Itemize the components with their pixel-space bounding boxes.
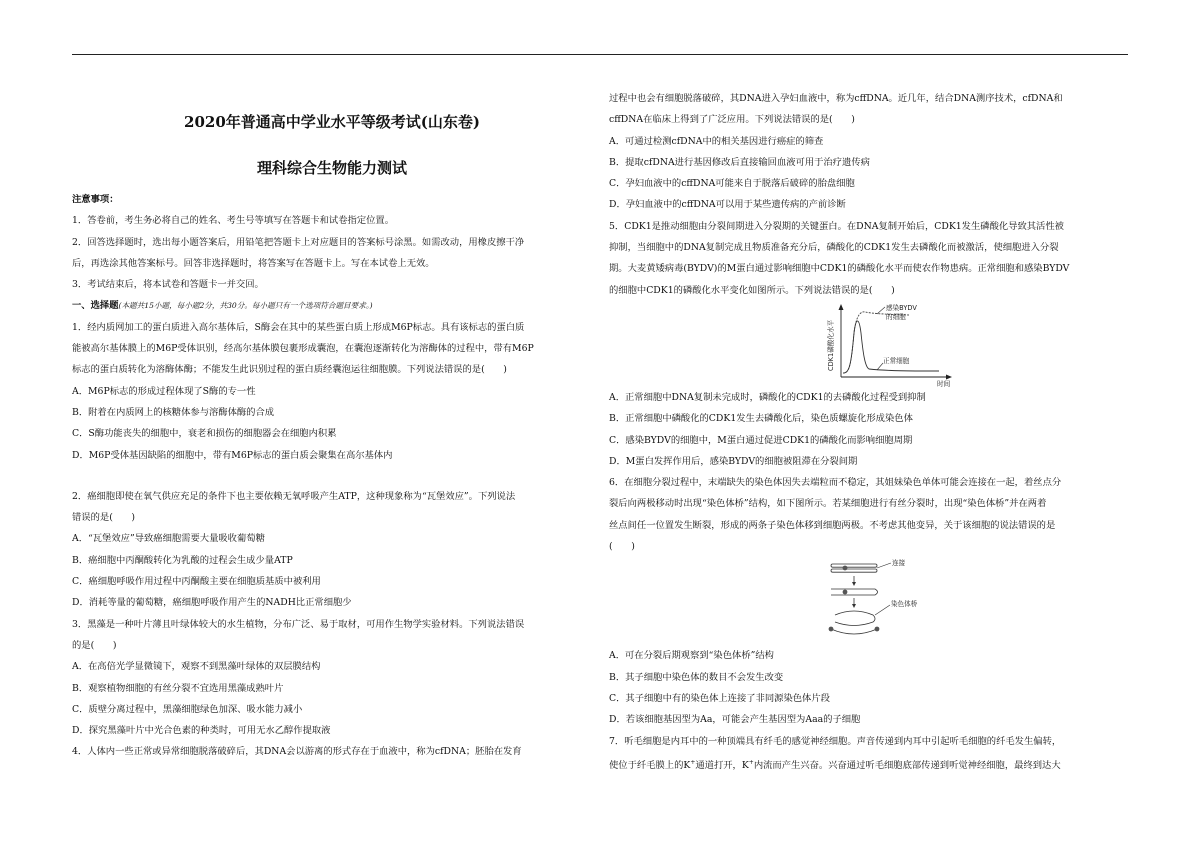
notice-item: 1．答卷前，考生务必将自己的姓名、考生号等填写在答题卡和试卷指定位置。	[72, 215, 395, 227]
q5-option-b: B．正常细胞中磷酸化的CDK1发生去磷酸化后，染色质螺旋化形成染色体	[609, 413, 913, 425]
q7-text: 内流而产生兴奋。兴奋通过听毛细胞底部传递到听觉神经细胞，最终到达大	[753, 759, 1061, 771]
section-heading: 一、选择题	[72, 300, 119, 312]
y-axis-label: CDK1磷酸化水平	[827, 319, 835, 371]
infected-label-leader	[877, 307, 885, 314]
section-note: (本题共15小题，每小题2分，共30分。每小题只有一个选项符合题目要求。)	[118, 301, 373, 311]
q4-stem: 4．人体内一些正常或异常细胞脱落破碎后，其DNA会以游离的形式存在于血液中，称为cfDNA；胚胎在发育	[72, 746, 522, 758]
y-axis	[839, 304, 844, 377]
cdk1-graph	[609, 303, 1129, 388]
q5-option-a: A．正常细胞中DNA复制未完成时，磷酸化的CDK1的去磷酸化过程受到抑制	[609, 391, 926, 403]
chromosome-bridge	[835, 605, 890, 626]
q1-stem: 标志的蛋白质转化为溶酶体酶；不能发生此识别过程的蛋白质经囊泡运往细胞膜。下列说法错误的是( )	[72, 364, 507, 376]
q6-option-d: D．若该细胞基因型为Aa，可能会产生基因型为Aaa的子细胞	[609, 714, 861, 726]
q3-option-a: A．在高倍光学显微镜下，观察不到黑藻叶绿体的双层膜结构	[72, 661, 321, 673]
q6-stem: ( )	[609, 541, 635, 553]
exam-title: 2020年普通高中学业水平等级考试(山东卷)	[184, 113, 480, 131]
q3-option-c: C．质壁分离过程中，黑藻细胞绿色加深、吸水能力减小	[72, 703, 303, 715]
q6-stem: 丝点间任一位置发生断裂，形成的两条子染色体移到细胞两极。不考虑其他变异，关于该细胞的说法错误的是	[609, 519, 1056, 531]
joined-chromatids	[831, 589, 878, 595]
q4-stem: 过程中也会有细胞脱落破碎，其DNA进入孕妇血液中，称为cffDNA。近几年，结合DNA测序技术，cfDNA和	[609, 93, 1063, 104]
q5-stem: 5．CDK1是推动细胞由分裂间期进入分裂期的关键蛋白。在DNA复制开始后，CDK1发生磷酸化导致其活性被	[609, 220, 1064, 232]
q4-option-b: B．提取cfDNA进行基因修改后直接输回血液可用于治疗遗传病	[609, 156, 870, 168]
exam-subtitle: 理科综合生物能力测试	[256, 159, 407, 177]
q6-option-c: C．其子细胞中有的染色体上连接了非同源染色体片段	[609, 692, 830, 704]
normal-label: 正常细胞	[883, 356, 910, 365]
header-rule	[72, 54, 1128, 55]
q6-option-a: A．可在分裂后期观察到“染色体桥”结构	[609, 650, 774, 662]
notice-heading: 注意事项：	[72, 194, 119, 205]
notice-item: 2．回答选择题时，选出每小题答案后，用铅笔把答题卡上对应题目的答案标号涂黑。如需改动，用橡皮擦干净	[72, 236, 525, 248]
q2-stem: 错误的是( )	[72, 512, 136, 524]
q1-option-b: B．附着在内质网上的核糖体参与溶酶体酶的合成	[72, 406, 275, 418]
q4-option-a: A．可通过检测cfDNA中的相关基因进行癌症的筛查	[609, 135, 824, 147]
notice-item: 3．考试结束后，将本试卷和答题卡一并交回。	[72, 279, 264, 291]
q3-stem: 3．黑藻是一种叶片薄且叶绿体较大的水生植物，分布广泛、易于取材，可用作生物学实验材料。下列说法错误	[72, 618, 525, 630]
superscript: +	[748, 758, 754, 766]
q5-stem: 的细胞中CDK1的磷酸化水平变化如图所示。下列说法错误的是( )	[609, 284, 895, 296]
q7-stem: 7．听毛细胞是内耳中的一种顶端具有纤毛的感觉神经细胞。声音传递到内耳中引起听毛细胞的纤毛发生偏转，	[609, 735, 1062, 747]
q1-option-c: C．S酶功能丧失的细胞中，衰老和损伤的细胞器会在细胞内积累	[72, 428, 337, 440]
cdk1-figure	[609, 303, 1129, 388]
q3-option-d: D．探究黑藻叶片中光合色素的种类时，可用无水乙醇作提取液	[72, 725, 331, 737]
q4-stem: cffDNA在临床上得到了广泛应用。下列说法错误的是( )	[609, 114, 855, 126]
label-connect: 连接	[892, 559, 906, 568]
q4-option-d: D．孕妇血液中的cffDNA可以用于某些遗传病的产前诊断	[609, 199, 846, 211]
x-axis-label: 时间	[937, 379, 951, 388]
q2-option-c: C．癌细胞呼吸作用过程中丙酮酸主要在细胞质基质中被利用	[72, 576, 321, 588]
q1-stem: 1．经内质网加工的蛋白质进入高尔基体后，S酶会在其中的某些蛋白质上形成M6P标志。具有该标志的蛋白质	[72, 321, 525, 333]
q3-option-b: B．观察植物细胞的有丝分裂不宜选用黑藻成熟叶片	[72, 682, 284, 694]
right-flow	[609, 88, 1129, 773]
q2-option-b: B．癌细胞中丙酮酸转化为乳酸的过程会生成少量ATP	[72, 554, 293, 566]
q4-option-c: C．孕妇血液中的cffDNA可能来自于脱落后破碎的胎盘细胞	[609, 178, 855, 190]
q2-option-a: A．“瓦堡效应”导致癌细胞需要大量吸收葡萄糖	[72, 533, 265, 545]
normal-cell-curve	[843, 321, 939, 373]
q7-text: 通道打开，K	[695, 759, 749, 771]
q5-stem: 抑制，当细胞中的DNA复制完成且物质准备充分后，磷酸化的CDK1发生去磷酸化而被激活，使细胞进入分裂	[609, 242, 1059, 254]
q1-option-d: D．M6P受体基因缺陷的细胞中，带有M6P标志的蛋白质会聚集在高尔基体内	[72, 449, 393, 461]
q2-stem: 2．癌细胞即使在氧气供应充足的条件下也主要依赖无氧呼吸产生ATP，这种现象称为“瓦堡效应”。下列说法	[72, 490, 516, 502]
left-flow	[72, 189, 592, 763]
q6-stem: 6．在细胞分裂过程中，末端缺失的染色体因失去端粒而不稳定，其姐妹染色单体可能会连接在一起，着丝点分	[609, 477, 1062, 489]
q1-option-a: A．M6P标志的形成过程体现了S酶的专一性	[72, 385, 256, 397]
sister-chromatids-top	[831, 563, 891, 572]
infected-label-2: 的细胞	[886, 312, 906, 321]
q1-stem: 能被高尔基体膜上的M6P受体识别，经高尔基体膜包裹形成囊泡，在囊泡逐渐转化为溶酶体的过程中，带有M6P	[72, 343, 534, 355]
separating-chromosomes	[829, 627, 880, 634]
q6-stem: 裂后向两极移动时出现“染色体桥”结构，如下图所示。若某细胞进行有丝分裂时，出现“染色体桥”并在两着	[609, 498, 1047, 510]
spacer	[72, 466, 592, 486]
q5-stem: 期。大麦黄矮病毒(BYDV)的M蛋白通过影响细胞中CDK1的磷酸化水平而使农作物患病。正常细胞和感染BYDV	[609, 263, 1070, 275]
label-chromosome-bridge: 染色体桥	[891, 600, 918, 609]
q3-stem: 的是( )	[72, 639, 117, 651]
x-axis	[841, 374, 952, 379]
chromosome-bridge-diagram	[609, 559, 1129, 641]
superscript: +	[690, 758, 696, 766]
infected-label-1: 感染BYDV	[886, 303, 917, 312]
notice-item: 后，再选涂其他答案标号。回答非选择题时，将答案写在答题卡上。写在本试卷上无效。	[72, 257, 435, 269]
q5-option-d: D．M蛋白发挥作用后，感染BYDV的细胞被阻滞在分裂间期	[609, 455, 858, 467]
q5-option-c: C．感染BYDV的细胞中，M蛋白通过促进CDK1的磷酸化而影响细胞周期	[609, 434, 913, 446]
q7-text: 使位于纤毛膜上的K	[609, 759, 691, 771]
section-heading-row	[72, 295, 592, 316]
q7-stem-line2	[609, 752, 1129, 773]
q2-option-d: D．消耗等量的葡萄糖，癌细胞呼吸作用产生的NADH比正常细胞少	[72, 597, 352, 609]
q6-option-b: B．其子细胞中染色体的数目不会发生改变	[609, 671, 784, 683]
chromosome-bridge-figure	[609, 559, 1129, 641]
